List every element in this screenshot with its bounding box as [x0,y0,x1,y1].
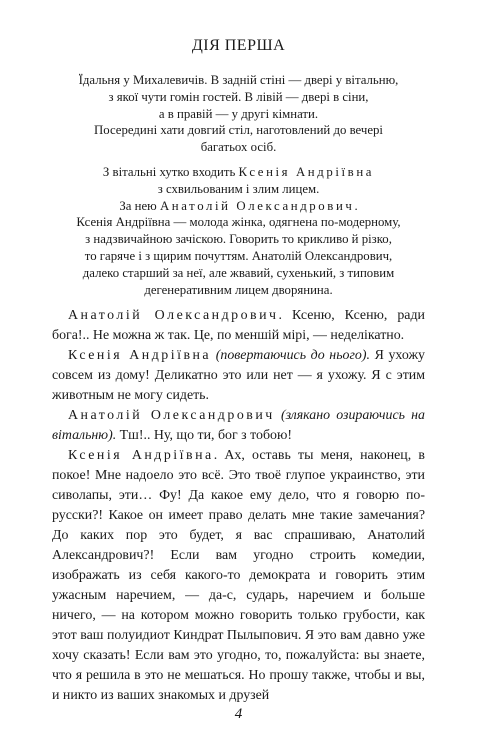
dialogue [52,306,425,706]
stage-line [52,164,425,181]
stage-line: Їдальня у Михалевичів. В задній стіні — двері у вітальню, [78,73,399,87]
stage-text: . [354,198,358,213]
speech-paragraph [52,306,425,346]
stage-line: з надзвичайною зачіскою. Говорить то крикливо й різко, [85,232,392,247]
stage-line: з схвильованим і злим лицем. [157,181,320,196]
speaker-name: Анатолій Олександрович [68,308,279,324]
act-title: ДІЯ ПЕРША [191,37,286,54]
stage-line: дегенеративним лицем дворянина. [144,282,333,297]
speaker-name: Ксенія Андріївна [68,448,214,464]
speech-paragraph [52,446,425,706]
stage-line: далеко старший за неї, але жвавий, сухенький, з типовим [82,265,395,280]
speech-text: . Ах, оставь ты меня, наконец, в покое! Мне надоело это всё. Это твоё глупое украинство, эти сиволапы, эти… Фу! Да какое ему дело, что я говорю по-русски?! Какое он имеет право делать мне такие замечания? До каких пор это будет, я вас спрашиваю, Анатолий Александрович?! Если вам угодно строить комедии, изображать из себя какого-то демократа и говорить этим ужасным наречием, — да-с, сударь, наречием и больше ничего, — на котором можно говорить только грубости, как этот ваш полуидиот Киндрат Пылыпович. Я это вам давно уже хочу сказать! Если вам это угодно, то, пожалуйста: вы знаете, что я решила в это не мешаться. Но прошу также, чтобы и вы, и никто из ваших знакомых и друзей [52,448,425,704]
stage-line: багатьох осіб. [200,140,277,155]
stage-direction-setting [52,72,425,156]
stage-remark: (злякано озираючись на вітальню). [52,408,425,444]
stage-line: а в правій — у другі кімнати. [158,106,319,121]
speaker-name: Ксенія Андріївна [68,348,212,364]
stage-text: З вітальні хутко входить [102,164,239,179]
stage-line [52,198,425,215]
character-name: Анатолій Олександрович [159,198,355,213]
speech-text: Я ухожу совсем из дому! Деликатно это или нет — я ухожу. Я с этим животным не могу сидеть. [52,348,425,404]
stage-text: За нею [119,198,160,213]
stage-line: Ксенія Андріївна — молода жінка, одягнена по-модерному, [76,215,401,230]
speech-paragraph [52,346,425,406]
page-number: 4 [234,706,243,722]
speech-paragraph [52,406,425,446]
speech-text: . Ксеню, Ксеню, ради бога!.. Не можна ж так. Це, по меншій мірі, — неделікатно. [52,308,425,344]
speaker-name: Анатолій Олександрович [68,408,275,424]
stage-remark: (повертаючись до нього). [211,348,370,364]
character-name: Ксенія Андріївна [238,164,375,179]
speech-text: Тш!.. Ну, що ти, бог з тобою! [116,428,292,444]
stage-line: то гаряче і з щирим почуттям. Анатолій Олександрович, [84,248,393,263]
stage-direction-entrance [52,164,425,298]
stage-line: Посередині хати довгий стіл, наготовлений до вечері [94,123,383,138]
stage-line: з якої чути гомін гостей. В лівій — двері в сіни, [108,89,369,104]
